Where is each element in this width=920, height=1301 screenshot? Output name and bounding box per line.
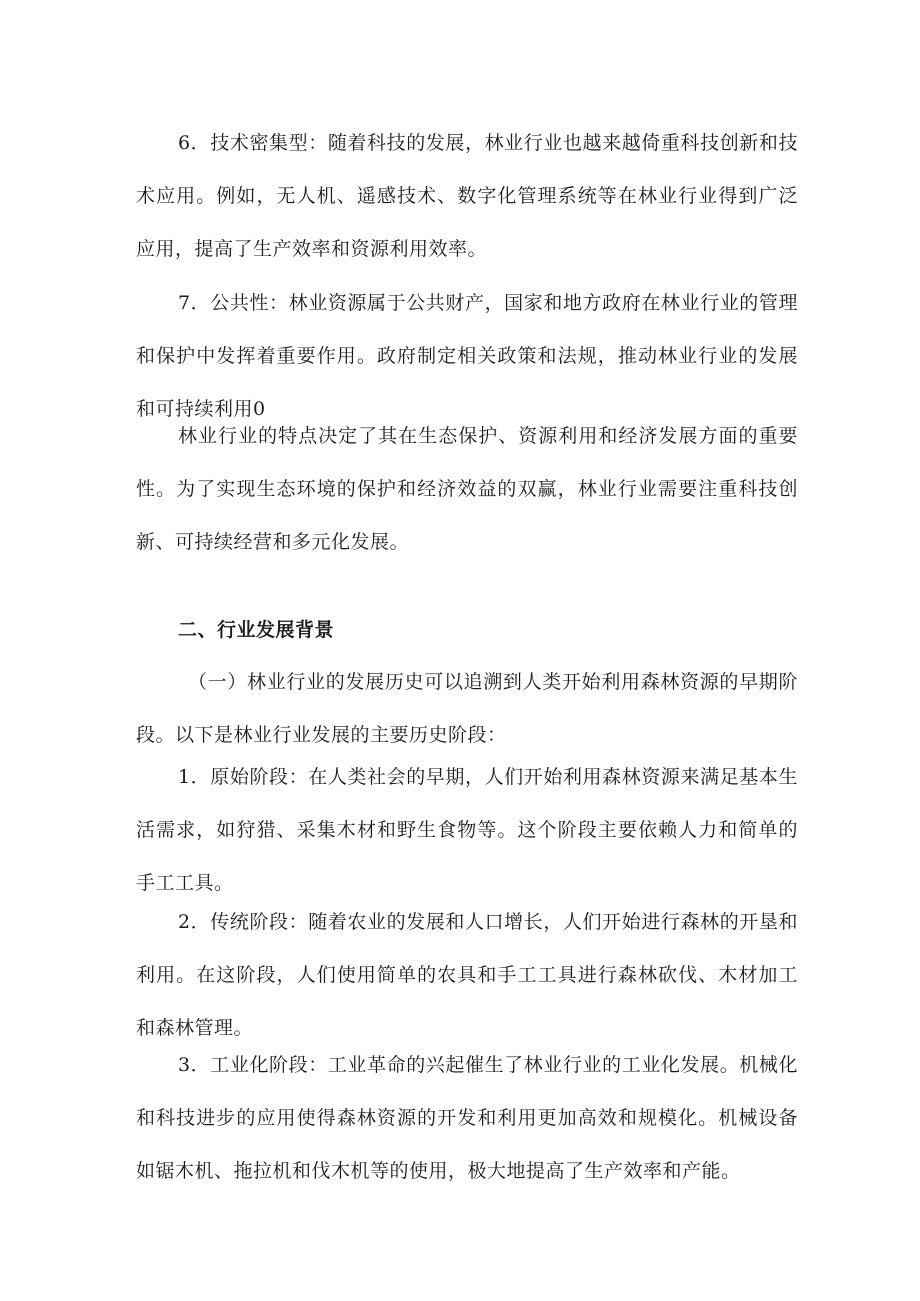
paragraph-tech-intensive: 6．技术密集型：随着科技的发展，林业行业也越来越倚重科技创新和技术应用。例如，无人机、遥感技术、数字化管理系统等在林业行业得到广泛应用，提高了生产效率和资源利用效率。 — [136, 132, 798, 260]
paragraph-public-nature: 7．公共性：林业资源属于公共财产，国家和地方政府在林业行业的管理和保护中发挥着重要作用。政府制定相关政策和法规，推动林业行业的发展和可持续利用0 — [136, 292, 798, 420]
paragraph-stage-traditional: 2．传统阶段：随着农业的发展和人口增长，人们开始进行森林的开垦和利用。在这阶段，人们使用简单的农具和手工工具进行森林砍伐、木材加工和森林管理。 — [136, 911, 798, 1039]
paragraph-history-intro: （一）林业行业的发展历史可以追溯到人类开始利用森林资源的早期阶段。以下是林业行业发展的主要历史阶段： — [136, 671, 798, 746]
paragraph-summary: 林业行业的特点决定了其在生态保护、资源利用和经济发展方面的重要性。为了实现生态环境的保护和经济效益的双赢，林业行业需要注重科技创新、可持续经营和多元化发展。 — [136, 425, 798, 553]
paragraph-stage-industrial: 3．工业化阶段：工业革命的兴起催生了林业行业的工业化发展。机械化和科技进步的应用使得森林资源的开发和利用更加高效和规模化。机械设备如锯木机、拖拉机和伐木机等的使用，极大地提高了生产效率和产能。 — [136, 1054, 798, 1182]
section-heading: 二、行业发展背景 — [178, 619, 335, 641]
paragraph-stage-primitive: 1．原始阶段：在人类社会的早期，人们开始利用森林资源来满足基本生活需求，如狩猎、采集木材和野生食物等。这个阶段主要依赖人力和简单的手工工具。 — [136, 766, 798, 894]
